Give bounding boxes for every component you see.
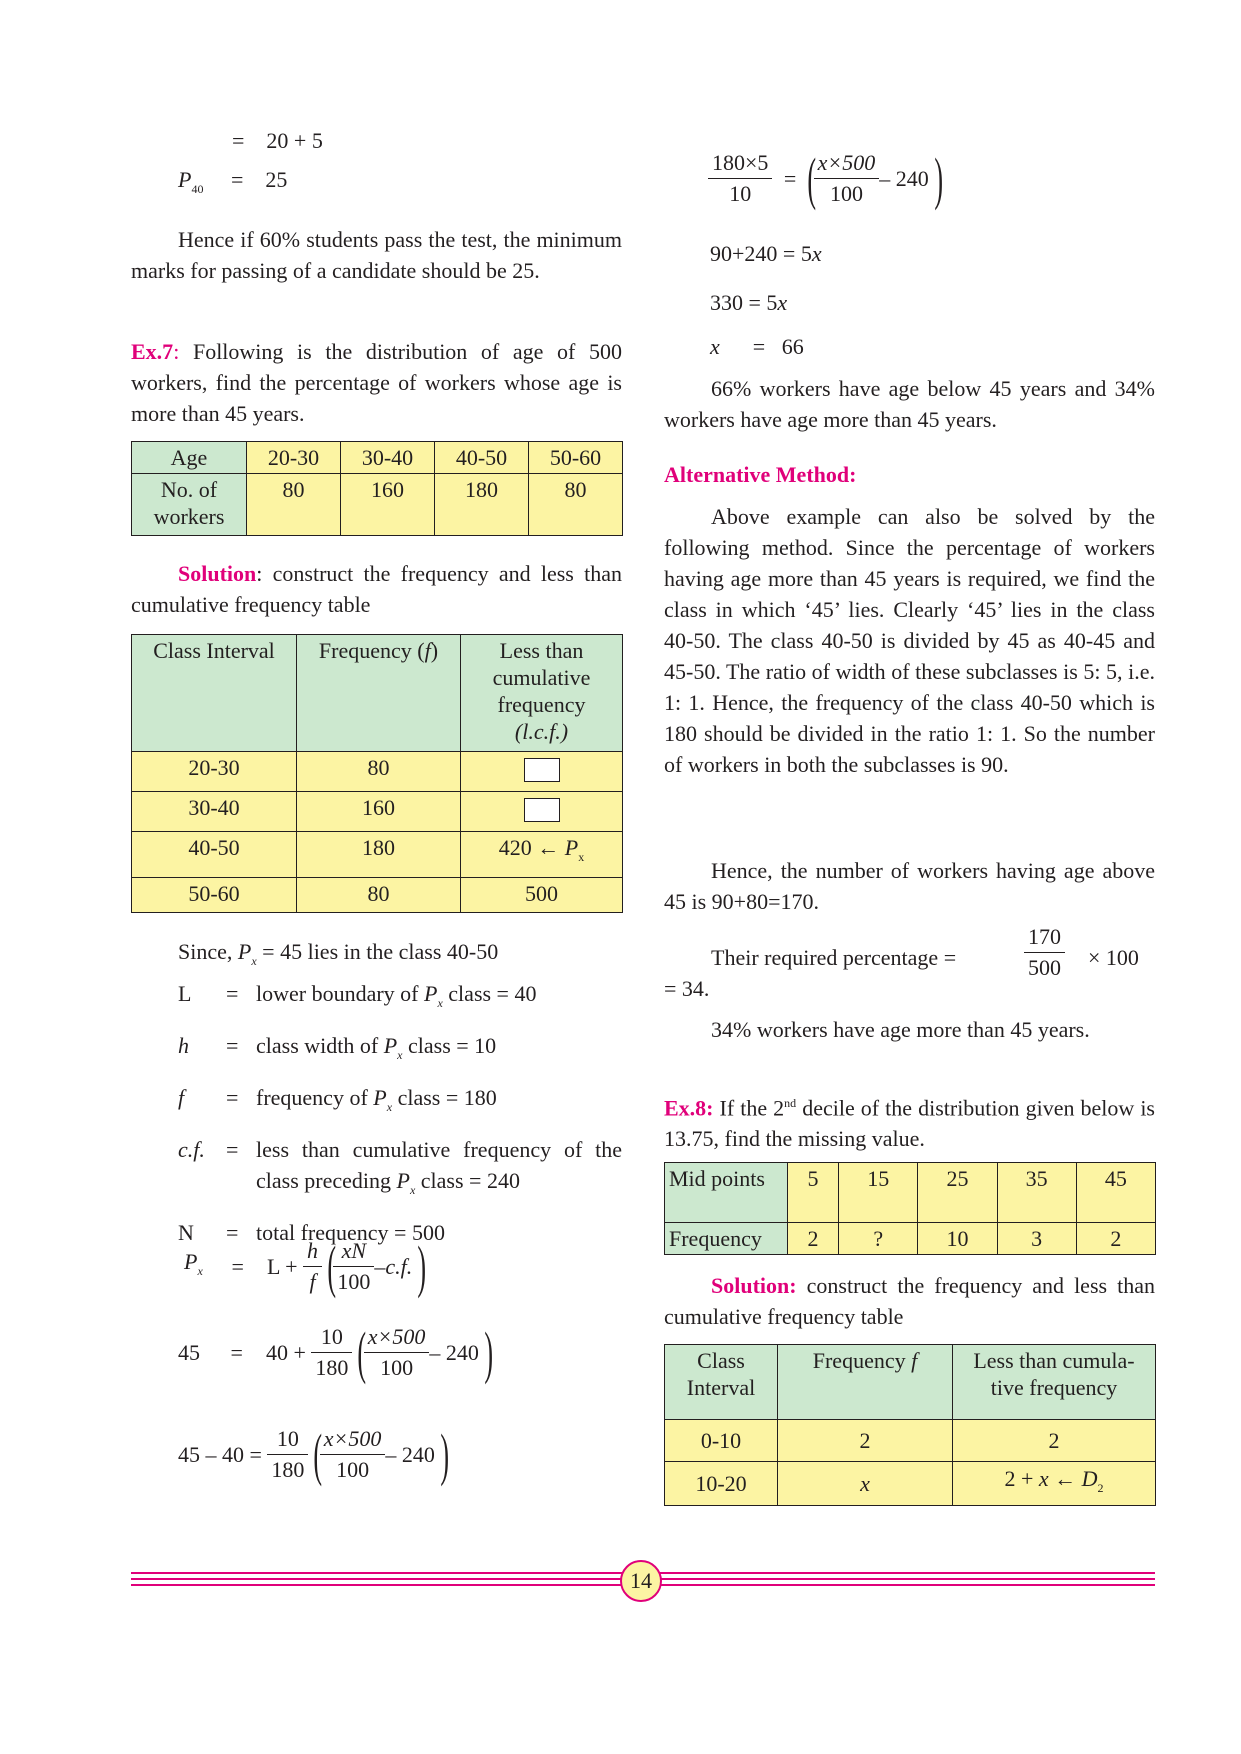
percentage-result-paragraph: 34% workers have age more than 45 years. (711, 1017, 1090, 1042)
table-cell: 80 (297, 752, 461, 792)
table-header: Frequency (f) (297, 635, 461, 752)
cumulative-frequency-table (131, 634, 623, 913)
alternative-method-heading: Alternative Method: (664, 462, 857, 487)
cumulative-frequency-table-2 (664, 1344, 1156, 1506)
percentage-line: Their required percentage = $\frac{170}{500}$ × 100 = 34. (664, 924, 1139, 1001)
table-cell: 180 (297, 832, 461, 878)
table-cell: 45 (1076, 1163, 1155, 1223)
table-cell: 50-60 (132, 878, 297, 913)
since-line: Since, $P_x = 45$ lies in the class 40-50 (178, 939, 499, 968)
table-cell: 30-40 (341, 442, 435, 474)
table-cell: 15 (839, 1163, 918, 1223)
table-cell: 80 (529, 474, 623, 536)
table-cell: 2 (778, 1420, 953, 1462)
example-7-text: Following is the distribution of age of 500 workers, find the percentage of workers whose age is more than 45 years. (131, 339, 622, 426)
answer-box (524, 798, 560, 822)
mid-points-table (664, 1162, 1156, 1255)
table-cell: 2 (953, 1420, 1156, 1462)
definitions-list (178, 978, 622, 1248)
solution-paragraph-2: Solution: construct the frequency and less than cumulative frequency table (664, 1273, 1155, 1329)
table-cell: 420 ← $P_x$ (461, 832, 623, 878)
table-cell-blank (461, 792, 623, 832)
table-header-mid-points: Mid points (665, 1163, 788, 1223)
table-cell: 500 (461, 878, 623, 913)
table-cell: ? (839, 1223, 918, 1255)
table-cell: 80 (247, 474, 341, 536)
table-cell: 2 (788, 1223, 839, 1255)
table-cell: x (778, 1462, 953, 1506)
table-cell: 3 (997, 1223, 1076, 1255)
percentile-formula: $P_x = L$ + $\frac{h}{f}$ ( $\frac{xN}{100}$ –c.f.) (184, 1233, 427, 1299)
table-cell: 5 (788, 1163, 839, 1223)
table-cell: 10 (918, 1223, 997, 1255)
table-cell: 160 (341, 474, 435, 536)
equation-top-right: $\frac{180\times 5}{10}$ = ( $\frac{x\times 500}{100}$ – 240) (708, 148, 948, 209)
equation-x-66: x = 66 (710, 334, 804, 359)
table-header: Less than cumulative frequency (l.c.f.) (461, 635, 623, 752)
hence-paragraph-right: Hence, the number of workers having age above 45 is 90+80=170. (664, 858, 1155, 914)
equation-45-minus-40: 45 – 40 = $\frac{10}{180}$ ( $\frac{x\times 500}{100}$ – 240) (178, 1421, 449, 1487)
age-distribution-table (131, 441, 623, 536)
table-header: Frequency f (778, 1345, 953, 1420)
equation-45: 45 = 40 + $\frac{10}{180}$ ( $\frac{x\times 500}{100}$ – 240) (178, 1319, 493, 1385)
table-cell: 80 (297, 878, 461, 913)
table-header: Class Interval (665, 1345, 778, 1420)
example-8: Ex.8: If the 2nd decile of the distribution given below is 13.75, find the missing value. (664, 1095, 1155, 1152)
table-cell-blank (461, 752, 623, 792)
definition-row: c.f. = less than cumulative frequency of the class preceding $P_x$ class = 240 (178, 1137, 622, 1197)
definition-row: f = frequency of $P_x$ class = 180 (178, 1085, 497, 1114)
table-header: Less than cumula-tive frequency (953, 1345, 1156, 1420)
definition-row: N = total frequency = 500 (178, 1220, 445, 1245)
table-header: Class Interval (132, 635, 297, 752)
table-cell: 2 (1076, 1223, 1155, 1255)
table-cell: 35 (997, 1163, 1076, 1223)
table-cell: 10-20 (665, 1462, 778, 1506)
equation-90-240: 90+240 = 5x (710, 241, 822, 266)
example-7: Ex.7: Following is the distribution of age of 500 workers, find the percentage of workers whose age is more than 45 years. (131, 339, 622, 426)
equation-330: 330 = 5x (710, 290, 788, 315)
equation-line-2: $P_{40}$ = 25 (178, 167, 288, 196)
table-cell: 20-30 (132, 752, 297, 792)
hence-paragraph: Hence if 60% students pass the test, the minimum marks for passing of a candidate should be 25. (131, 227, 622, 283)
table-cell: 160 (297, 792, 461, 832)
table-cell: 0-10 (665, 1420, 778, 1462)
equation-line-1: = 20 + 5 (232, 128, 323, 153)
table-cell: 2 + x ← $D_2$ (953, 1462, 1156, 1506)
table-cell: 30-40 (132, 792, 297, 832)
table-header-workers: No. of workers (132, 474, 247, 536)
table-cell: 20-30 (247, 442, 341, 474)
definition-row: h = class width of $P_x$ class = 10 (178, 1033, 497, 1062)
table-cell: 50-60 (529, 442, 623, 474)
table-header-age: Age (132, 442, 247, 474)
result-paragraph: 66% workers have age below 45 years and 34% workers have age more than 45 years. (664, 376, 1155, 432)
table-cell: 180 (435, 474, 529, 536)
table-cell: 40-50 (435, 442, 529, 474)
table-cell: 25 (918, 1163, 997, 1223)
alternative-method-paragraph: Above example can also be solved by the following method. Since the percentage of workers having age more than 45 years is required, we find the class in which ‘45’ lies. Clearly ‘45’ lies in the class 40-50. The class 40-50 is divided by 45 as 40-45 and 45-50. The ratio of width of these subclasses is 5: 5, i.e. 1: 1. Hence, the frequency of the class 40-50 which is 180 should be divided in the ratio 1: 1. So the number of workers in both the subclasses is 90. (664, 504, 1155, 777)
table-header-frequency: Frequency (665, 1223, 788, 1255)
table-cell: 40-50 (132, 832, 297, 878)
definition-row: L = lower boundary of $P_x$ class = 40 (178, 981, 537, 1010)
answer-box (524, 758, 560, 782)
solution-paragraph: Solution: construct the frequency and less than cumulative frequency table (131, 561, 622, 617)
page-number: 14 (620, 1560, 662, 1602)
